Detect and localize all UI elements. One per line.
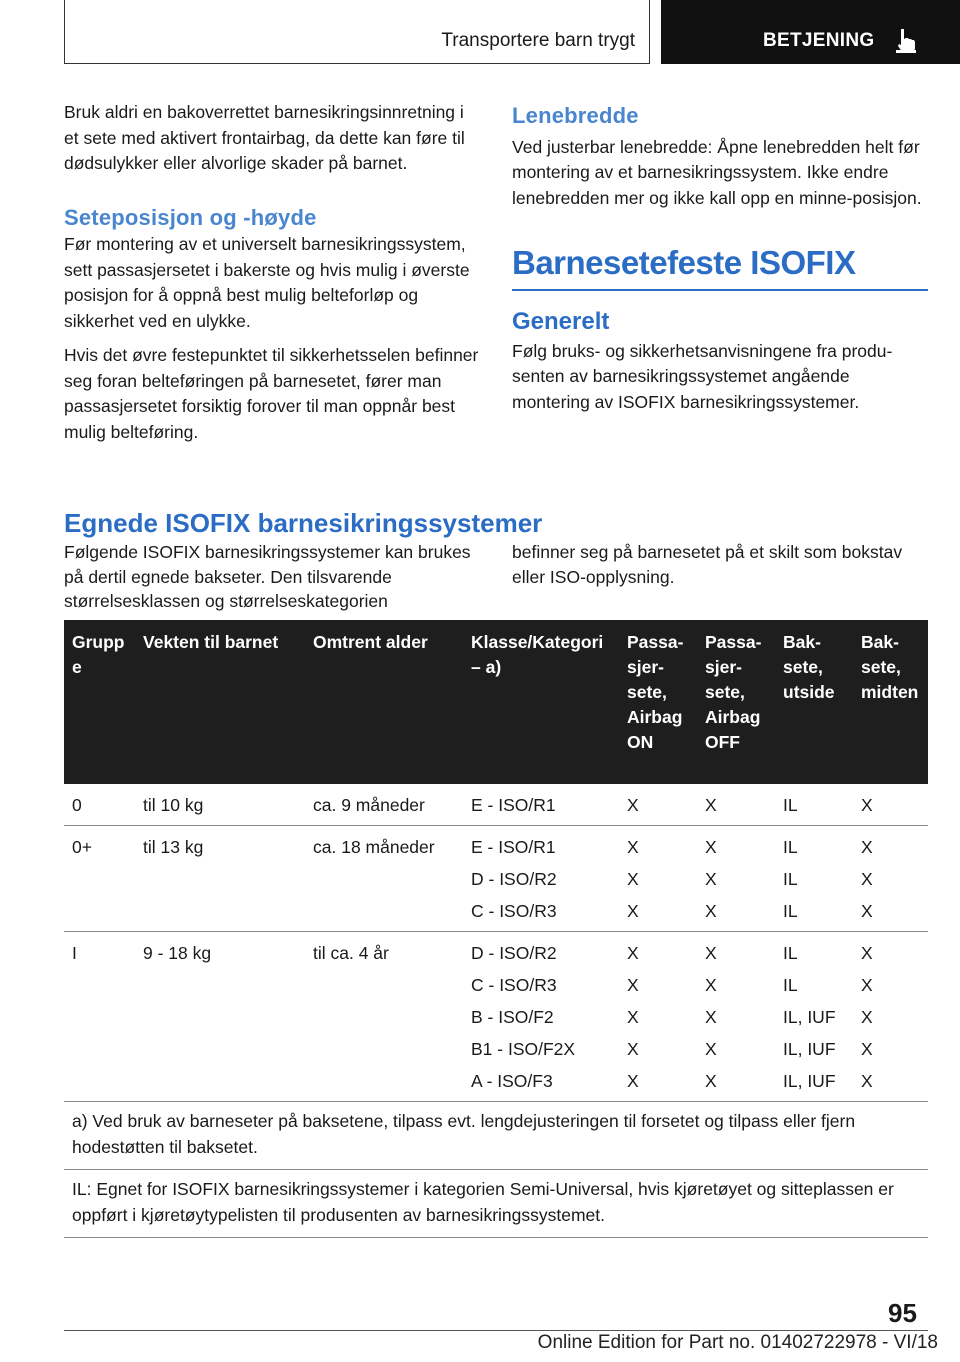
- suitable-systems-heading: Egnede ISOFIX barnesikringssystemer: [64, 508, 543, 538]
- cell-airbag-off: [697, 826, 775, 932]
- class-value: C - ISO/R3: [471, 901, 557, 921]
- rear-middle-value: X: [861, 901, 873, 921]
- cell-airbag-on: [619, 784, 697, 826]
- right-column: [512, 103, 928, 424]
- cell-group: 0+: [64, 826, 135, 932]
- cell-age: ca. 18 måneder: [305, 826, 463, 932]
- rear-outer-value: IL: [783, 943, 798, 963]
- rear-middle-value: X: [861, 975, 873, 995]
- left-column: [64, 100, 482, 454]
- cell-rear-outer: [775, 784, 853, 826]
- rear-middle-value: X: [861, 943, 873, 963]
- footer-divider: [64, 1330, 928, 1331]
- isofix-title: Barnesetefeste ISOFIX: [512, 243, 928, 291]
- airbag-off-value: X: [705, 975, 717, 995]
- seat-paragraph-2: Hvis det øvre festepunktet til sikkerhetsselen befinner seg foran belteføringen på barnesetet, fører man passasjersetet forsiktig forover til man oppnår best mulig belteføring.: [64, 345, 479, 442]
- col-header-age: Omtrent alder: [305, 620, 463, 784]
- rear-outer-value: IL: [783, 901, 798, 921]
- backrest-width-paragraph: Ved justerbar lenebredde: Åpne lenebredden helt før montering av et barnesikringssystem. Ikke endre lenebredden mer og ikke kall opp en minne-posisjon.: [512, 136, 922, 208]
- col-header-rear-middle: Baksete, midten: [853, 620, 928, 784]
- table-row: [64, 784, 928, 826]
- class-value: D - ISO/R2: [471, 869, 557, 889]
- cell-rear-middle: [853, 826, 928, 932]
- rear-middle-value: X: [861, 1071, 873, 1091]
- rear-outer-value: IL: [783, 869, 798, 889]
- rear-middle-value: X: [861, 1007, 873, 1027]
- col-header-rear-outer: Baksete, utside: [775, 620, 853, 784]
- footer-edition: Online Edition for Part no. 01402722978 - VI/18: [537, 1332, 938, 1353]
- rear-middle-value: X: [861, 869, 873, 889]
- table-note-row: [64, 1170, 928, 1238]
- class-value: E - ISO/R1: [471, 795, 556, 815]
- col-header-weight: Vekten til barnet: [135, 620, 305, 784]
- table-row: [64, 826, 928, 932]
- rear-outer-value: IL, IUF: [783, 1071, 836, 1091]
- cell-group: 0: [64, 784, 135, 826]
- class-value: C - ISO/R3: [471, 975, 557, 995]
- rear-outer-value: IL, IUF: [783, 1007, 836, 1027]
- cell-class: [463, 784, 619, 826]
- cell-airbag-off: [697, 932, 775, 1102]
- rear-outer-value: IL: [783, 837, 798, 857]
- hand-pointer-icon: [892, 26, 920, 54]
- airbag-off-value: X: [705, 901, 717, 921]
- class-value: B - ISO/F2: [471, 1007, 554, 1027]
- airbag-on-value: X: [627, 901, 639, 921]
- airbag-off-value: X: [705, 837, 717, 857]
- note-airbag: a) Ved bruk av barneseter på baksetene, tilpass evt. lengdejusteringen til forsetet og tilpass eller fjern hodestøtten til baksetet.: [64, 1102, 928, 1170]
- backrest-width-heading: Lenebredde: [512, 103, 639, 128]
- cell-rear-outer: [775, 826, 853, 932]
- suitable-text-left: Følgende ISOFIX barnesikringssystemer kan brukes på dertil egnede bakseter. Den tilsvarende størrelsesklassen og størrelseskategorien: [64, 542, 471, 611]
- suitable-text-right: befinner seg på barnesetet på et skilt som bokstav eller ISO-opplysning.: [512, 542, 903, 587]
- section-title: Transportere barn trygt: [441, 30, 635, 51]
- rear-middle-value: X: [861, 795, 873, 815]
- cell-rear-middle: [853, 784, 928, 826]
- airbag-on-value: X: [627, 795, 639, 815]
- airbag-off-value: X: [705, 1039, 717, 1059]
- cell-age: ca. 9 måneder: [305, 784, 463, 826]
- cell-class: [463, 932, 619, 1102]
- class-value: E - ISO/R1: [471, 837, 556, 857]
- table-row: [64, 932, 928, 1102]
- airbag-on-value: X: [627, 1007, 639, 1027]
- rear-middle-value: X: [861, 837, 873, 857]
- col-header-group: Grupp e: [64, 620, 135, 784]
- cell-weight: til 10 kg: [135, 784, 305, 826]
- chapter-title: BETJENING: [763, 30, 875, 51]
- airbag-off-value: X: [705, 943, 717, 963]
- airbag-on-value: X: [627, 837, 639, 857]
- note-il: IL: Egnet for ISOFIX barnesikringssystemer i kategorien Semi-Universal, hvis kjøretøyet og sitteplassen er oppført i kjøretøytypelisten til produsenten av barnesikringssystemet.: [64, 1170, 928, 1238]
- airbag-on-value: X: [627, 943, 639, 963]
- col-header-airbag-on: Passasjersete, Airbag ON: [619, 620, 697, 784]
- isofix-table: [64, 620, 928, 1238]
- cell-airbag-on: [619, 932, 697, 1102]
- cell-group: I: [64, 932, 135, 1102]
- airbag-on-value: X: [627, 1039, 639, 1059]
- airbag-on-value: X: [627, 975, 639, 995]
- rear-outer-value: IL: [783, 975, 798, 995]
- cell-weight: til 13 kg: [135, 826, 305, 932]
- airbag-off-value: X: [705, 869, 717, 889]
- rear-outer-value: IL: [783, 795, 798, 815]
- airbag-off-value: X: [705, 795, 717, 815]
- table-note-row: [64, 1102, 928, 1170]
- page-number: 95: [888, 1298, 917, 1328]
- class-value: A - ISO/F3: [471, 1071, 553, 1091]
- cell-weight: 9 - 18 kg: [135, 932, 305, 1102]
- rear-outer-value: IL, IUF: [783, 1039, 836, 1059]
- cell-age: til ca. 4 år: [305, 932, 463, 1102]
- cell-rear-middle: [853, 932, 928, 1102]
- cell-airbag-on: [619, 826, 697, 932]
- airbag-on-value: X: [627, 1071, 639, 1091]
- class-value: D - ISO/R2: [471, 943, 557, 963]
- col-header-airbag-off: Passasjersete, Airbag OFF: [697, 620, 775, 784]
- rear-middle-value: X: [861, 1039, 873, 1059]
- intro-paragraph: Bruk aldri en bakoverrettet barnesikringsinnretning i et sete med aktivert frontairbag, da dette kan føre til dødsulykker eller alvorlige skader på barnet.: [64, 102, 465, 173]
- col-header-class: Klasse/Kategori – a): [463, 620, 619, 784]
- header-section-box: [64, 0, 650, 64]
- cell-airbag-off: [697, 784, 775, 826]
- general-paragraph: Følg bruks- og sikkerhetsanvisningene fra produsenten av barnesikringssystemet angående montering av ISOFIX barnesikringssystemer.: [512, 340, 893, 412]
- table-header-row: [64, 620, 928, 784]
- general-heading: Generelt: [512, 308, 610, 335]
- seat-position-heading: Seteposisjon og -høyde: [64, 204, 317, 230]
- airbag-off-value: X: [705, 1071, 717, 1091]
- cell-rear-outer: [775, 932, 853, 1102]
- airbag-off-value: X: [705, 1007, 717, 1027]
- cell-class: [463, 826, 619, 932]
- seat-paragraph-1: Før montering av et universelt barnesikringssystem, sett passasjersetet i bakerste og hvis mulig i øverste posisjon for å oppnå best mulig belteforløp og sikkerhet ved en ulykke.: [64, 234, 470, 331]
- class-value: B1 - ISO/F2X: [471, 1039, 576, 1059]
- airbag-on-value: X: [627, 869, 639, 889]
